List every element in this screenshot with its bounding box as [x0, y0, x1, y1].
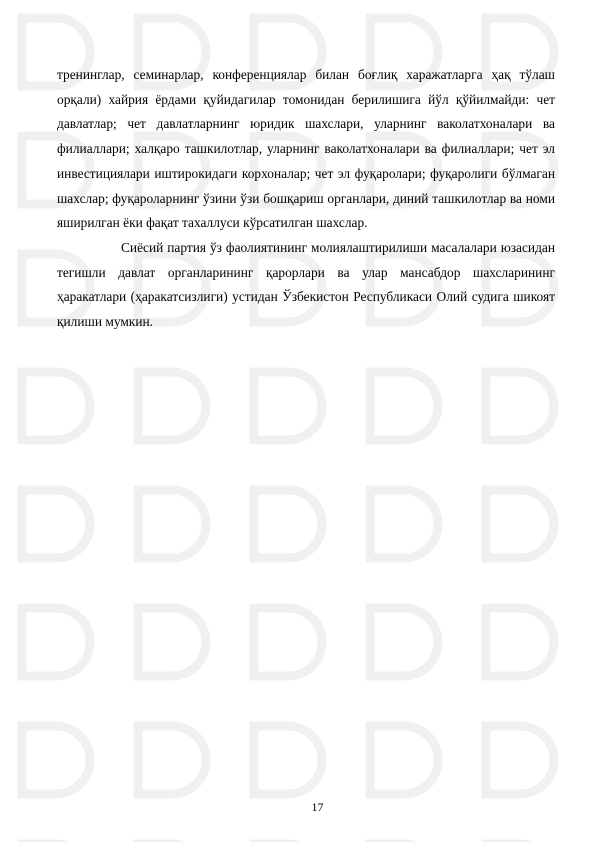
watermark-d-icon [370, 372, 438, 440]
watermark-d-icon [138, 726, 206, 794]
watermark-d-icon [254, 608, 322, 676]
watermark-d-icon [22, 726, 90, 794]
page-content [57, 63, 555, 335]
watermark-d-icon [486, 726, 554, 794]
watermark-d-icon [254, 726, 322, 794]
watermark-d-icon [138, 372, 206, 440]
watermark-d-icon [138, 608, 206, 676]
watermark-d-icon [370, 490, 438, 558]
watermark-d-icon [22, 608, 90, 676]
page-number: 17 [311, 800, 324, 814]
watermark-d-icon [254, 490, 322, 558]
watermark-d-icon [486, 608, 554, 676]
watermark-d-icon [370, 608, 438, 676]
watermark-d-icon [22, 490, 90, 558]
watermark-d-icon [22, 372, 90, 440]
paragraph-funding-restrictions: тренинглар, семинарлар, конференциялар билан боғлиқ харажатларга ҳақ тўлаш орқали) хайрия ёрдами қуйидагилар томонидан берилишига йўл қўйилмайди: чет давлатлар; чет давлатларнинг юридик шахслари, уларнинг ваколатхоналари ва филиаллари; халқаро ташкилотлар, уларнинг ваколатхоналари ва филиаллари; чет эл инвестициялари иштирокидаги корхоналар; чет эл фуқаролари; фуқаролиги бўлмаган шахслар; фуқароларнинг ўзини ўзи бошқариш органлари, диний ташкилотлар ва номи яширилган ёки фақат тахаллуси кўрсатилган шахслар. [57, 67, 555, 231]
watermark-d-icon [254, 372, 322, 440]
watermark-d-icon [370, 726, 438, 794]
watermark-d-icon [486, 490, 554, 558]
watermark-d-icon [486, 372, 554, 440]
paragraph-appeal-rights: Сиёсий партия ўз фаолиятининг молиялаштирилиши масалалари юзасидан тегишли давлат органларининг қарорлари ва улар мансабдор шахсларининг ҳаракатлари (ҳаракатсизлиги) устидан Ўзбекистон Республикаси Олий судига шикоят қилиши мумкин. [57, 239, 555, 330]
watermark-d-icon [138, 490, 206, 558]
